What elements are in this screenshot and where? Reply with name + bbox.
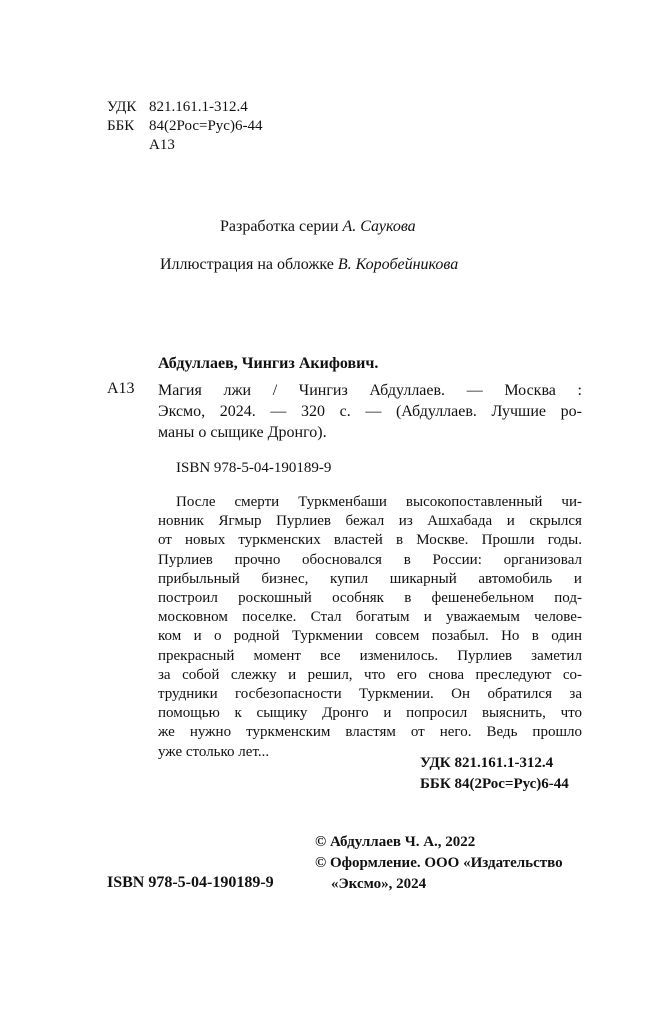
footer-classification bbox=[420, 753, 569, 795]
bbk-label: ББК bbox=[107, 118, 135, 134]
classification-block bbox=[107, 98, 262, 155]
cover-name: В. Коробейникова bbox=[337, 256, 459, 273]
copyright-block bbox=[315, 832, 563, 895]
annotation-line: ком и о родной Туркмении совсем позабыл. Но в один bbox=[158, 628, 582, 645]
author-sign: А13 bbox=[149, 137, 175, 153]
copyright-design: © Оформление. ООО «Издательство bbox=[315, 855, 563, 871]
author-sign-row bbox=[107, 136, 262, 155]
bbk-value: 84(2Рос=Рус)6-44 bbox=[149, 118, 263, 134]
title-line: маны о сыщике Дронго). bbox=[158, 424, 327, 441]
isbn-record: ISBN 978-5-04-190189-9 bbox=[176, 460, 332, 476]
annotation-line: помощью к сыщику Дронго и попросил выяснить, что bbox=[158, 705, 582, 722]
annotation-line: трудники госбезопасности Туркмении. Он обратился за bbox=[158, 686, 582, 703]
footer-bbk: ББК 84(2Рос=Рус)6-44 bbox=[420, 776, 569, 792]
annotation-line: построил роскошный особняк в фешенебельном под- bbox=[158, 590, 582, 607]
title-line: Магия лжи / Чингиз Абдуллаев. — Москва : bbox=[158, 382, 582, 399]
footer-udk: УДК 821.161.1-312.4 bbox=[420, 755, 554, 771]
bbk-row bbox=[107, 117, 262, 136]
annotation-line: новник Ягмыр Пурлиев бежал из Ашхабада и скрылся bbox=[158, 513, 582, 530]
udk-row bbox=[107, 98, 262, 117]
annotation-line: прекрасный момент все изменилось. Пурлиев заметил bbox=[158, 647, 582, 664]
author-heading: Абдуллаев, Чингиз Акифович. bbox=[158, 355, 379, 372]
udk-value: 821.161.1-312.4 bbox=[149, 99, 248, 115]
copyright-publisher: «Эксмо», 2024 bbox=[331, 876, 427, 892]
annotation-line: После смерти Туркменбаши высокопоставленный чи- bbox=[176, 494, 582, 510]
author-sign-code: А13 bbox=[107, 380, 135, 397]
title-line: Эксмо, 2024. — 320 с. — (Абдуллаев. Лучшие ро- bbox=[158, 403, 582, 420]
footer-isbn: ISBN 978-5-04-190189-9 bbox=[107, 874, 274, 891]
annotation-line: от новых туркменских властей в Москве. Прошли годы. bbox=[158, 532, 582, 549]
series-prefix: Разработка серии bbox=[220, 218, 339, 235]
annotation-line: уже столько лет... bbox=[158, 743, 270, 760]
annotation-line: же нужно туркменским властям от него. Ведь прошло bbox=[158, 724, 582, 741]
annotation-line: прибыльный бизнес, купил шикарный автомобиль и bbox=[158, 570, 582, 587]
copyright-author: © Абдуллаев Ч. А., 2022 bbox=[315, 834, 476, 850]
cover-credit bbox=[160, 256, 458, 274]
annotation-line: Пурлиев прочно обосновался в России: организовал bbox=[158, 551, 582, 568]
series-credit bbox=[220, 218, 416, 236]
udk-label: УДК bbox=[107, 99, 137, 115]
cover-prefix: Иллюстрация на обложке bbox=[160, 256, 334, 273]
annotation-line: за собой слежку и решил, что его снова преследуют со- bbox=[158, 666, 582, 683]
series-name: А. Саукова bbox=[342, 218, 416, 235]
annotation bbox=[158, 493, 582, 762]
annotation-line: московном поселке. Стал богатым и уважаемым челове- bbox=[158, 609, 582, 626]
title-description bbox=[158, 380, 582, 443]
